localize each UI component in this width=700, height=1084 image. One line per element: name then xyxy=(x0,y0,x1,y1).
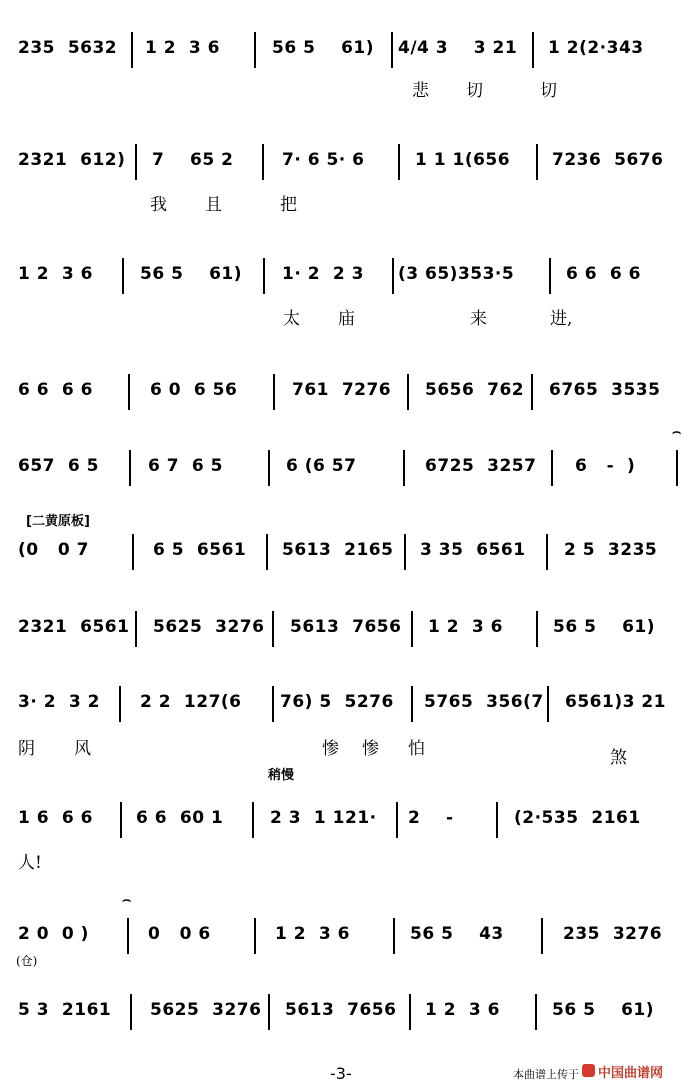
barline xyxy=(254,32,256,68)
barline xyxy=(272,611,274,647)
measure: 0 0 6 xyxy=(148,924,211,944)
measure: 6765 3535 xyxy=(549,380,661,400)
measure: 5 3 2161 xyxy=(18,1000,112,1020)
measure: 56 5 61) xyxy=(140,264,243,284)
measure: 1 2 3 6 xyxy=(425,1000,500,1020)
barline xyxy=(122,258,124,294)
measure: 6 (6 57 xyxy=(286,456,357,476)
measure: 1 6 6 6 xyxy=(18,808,93,828)
barline xyxy=(404,534,406,570)
barline xyxy=(496,802,498,838)
measure: 2 2 127(6 xyxy=(140,692,242,712)
system-3 xyxy=(0,264,700,304)
measure: 235 3276 xyxy=(563,924,663,944)
tempo-label: 稍慢 xyxy=(268,768,295,783)
measure: 2 3 1 121· xyxy=(270,808,377,828)
lyric: 把 xyxy=(280,195,297,215)
measure: 6 6 60 1 xyxy=(136,808,224,828)
barline xyxy=(676,450,678,486)
measure: 2321 6561 xyxy=(18,617,130,637)
lyric: 煞 xyxy=(610,748,627,768)
measure: 6 - ) xyxy=(575,456,636,476)
barline xyxy=(541,918,543,954)
site-logo[interactable]: 中国曲谱网 xyxy=(598,1066,664,1081)
system-10 xyxy=(0,924,700,964)
barline xyxy=(129,450,131,486)
barline xyxy=(546,534,548,570)
barline xyxy=(130,994,132,1030)
page-number: -3- xyxy=(330,1064,352,1083)
logo-icon xyxy=(582,1064,595,1077)
system-2 xyxy=(0,150,700,190)
measure: 56 5 61) xyxy=(553,617,656,637)
fermata-icon: ⌢ xyxy=(122,892,132,908)
lyric: 风 xyxy=(74,739,91,759)
measure: 235 5632 xyxy=(18,38,118,58)
barline xyxy=(262,144,264,180)
measure: 1 2 3 6 xyxy=(275,924,350,944)
measure: 5765 356(7 xyxy=(424,692,544,712)
system-7 xyxy=(0,617,700,657)
measure: 4/4 3 3 21 xyxy=(398,38,518,58)
measure: (2·535 2161 xyxy=(514,808,641,828)
lyric: 太 xyxy=(283,309,300,329)
measure: 6 6 6 6 xyxy=(18,380,93,400)
measure: 2 - xyxy=(408,808,454,828)
barline xyxy=(393,918,395,954)
lyric: 庙 xyxy=(338,309,355,329)
system-11 xyxy=(0,1000,700,1040)
lyric: 阴 xyxy=(18,739,35,759)
barline xyxy=(252,802,254,838)
barline xyxy=(266,534,268,570)
barline xyxy=(403,450,405,486)
measure: 6 5 6561 xyxy=(153,540,247,560)
barline xyxy=(254,918,256,954)
lyric: 悲 xyxy=(412,81,429,101)
barline xyxy=(128,374,130,410)
measure: 6 0 6 56 xyxy=(150,380,238,400)
lyric: 惨 xyxy=(322,739,339,759)
lyric: 切 xyxy=(540,81,557,101)
system-1 xyxy=(0,38,700,78)
measure: 6 7 6 5 xyxy=(148,456,223,476)
lyric: 人! xyxy=(18,853,42,873)
barline xyxy=(549,258,551,294)
measure: 7236 5676 xyxy=(552,150,664,170)
barline xyxy=(135,611,137,647)
barline xyxy=(398,144,400,180)
barline xyxy=(392,258,394,294)
lyric: 且 xyxy=(205,195,222,215)
barline xyxy=(391,32,393,68)
upload-note: 本曲谱上传于 xyxy=(513,1068,579,1081)
barline xyxy=(273,374,275,410)
measure: 2 0 0 ) xyxy=(18,924,89,944)
barline xyxy=(407,374,409,410)
lyric: (仓) xyxy=(16,954,38,968)
measure: 1 1 1(656 xyxy=(415,150,511,170)
system-9 xyxy=(0,808,700,848)
banban-label: [二黄原板] xyxy=(26,514,90,529)
measure: 3 35 6561 xyxy=(420,540,526,560)
measure: (0 0 7 xyxy=(18,540,89,560)
barline xyxy=(409,994,411,1030)
barline xyxy=(396,802,398,838)
measure: 5656 762 xyxy=(425,380,525,400)
lyric: 切 xyxy=(466,81,483,101)
fermata-icon: ⌢ xyxy=(672,424,682,440)
lyric: 进, xyxy=(550,309,573,329)
measure: 1 2(2·343 xyxy=(548,38,644,58)
measure: 5613 7656 xyxy=(290,617,402,637)
lyric: 怕 xyxy=(408,739,425,759)
measure: 1 2 3 6 xyxy=(145,38,220,58)
system-6 xyxy=(0,540,700,580)
system-4 xyxy=(0,380,700,420)
measure: 6561)3 21 xyxy=(565,692,666,712)
measure: 7· 6 5· 6 xyxy=(282,150,365,170)
barline xyxy=(263,258,265,294)
measure: 5625 3276 xyxy=(153,617,265,637)
measure: 76) 5 5276 xyxy=(280,692,394,712)
measure: 56 5 61) xyxy=(272,38,375,58)
measure: 1 2 3 6 xyxy=(18,264,93,284)
barline xyxy=(268,994,270,1030)
measure: 1· 2 2 3 xyxy=(282,264,364,284)
barline xyxy=(532,32,534,68)
measure: 2321 612) xyxy=(18,150,126,170)
barline xyxy=(127,918,129,954)
measure: 6725 3257 xyxy=(425,456,537,476)
barline xyxy=(536,144,538,180)
barline xyxy=(268,450,270,486)
system-8 xyxy=(0,692,700,732)
measure: (3 65)353·5 xyxy=(398,264,515,284)
measure: 2 5 3235 xyxy=(564,540,658,560)
measure: 56 5 61) xyxy=(552,1000,655,1020)
barline xyxy=(536,611,538,647)
barline xyxy=(272,686,274,722)
barline xyxy=(131,32,133,68)
barline xyxy=(535,994,537,1030)
measure: 6 6 6 6 xyxy=(566,264,641,284)
measure: 5613 7656 xyxy=(285,1000,397,1020)
measure: 1 2 3 6 xyxy=(428,617,503,637)
measure: 5613 2165 xyxy=(282,540,394,560)
measure: 56 5 43 xyxy=(410,924,504,944)
measure: 7 65 2 xyxy=(152,150,234,170)
barline xyxy=(547,686,549,722)
lyric: 来 xyxy=(470,309,487,329)
lyric: 惨 xyxy=(362,739,379,759)
measure: 5625 3276 xyxy=(150,1000,262,1020)
barline xyxy=(119,686,121,722)
barline xyxy=(132,534,134,570)
system-5 xyxy=(0,456,700,496)
measure: 3· 2 3 2 xyxy=(18,692,100,712)
barline xyxy=(411,611,413,647)
barline xyxy=(120,802,122,838)
barline xyxy=(551,450,553,486)
lyric: 我 xyxy=(150,195,167,215)
barline xyxy=(531,374,533,410)
barline xyxy=(411,686,413,722)
barline xyxy=(135,144,137,180)
measure: 657 6 5 xyxy=(18,456,99,476)
measure: 761 7276 xyxy=(292,380,392,400)
